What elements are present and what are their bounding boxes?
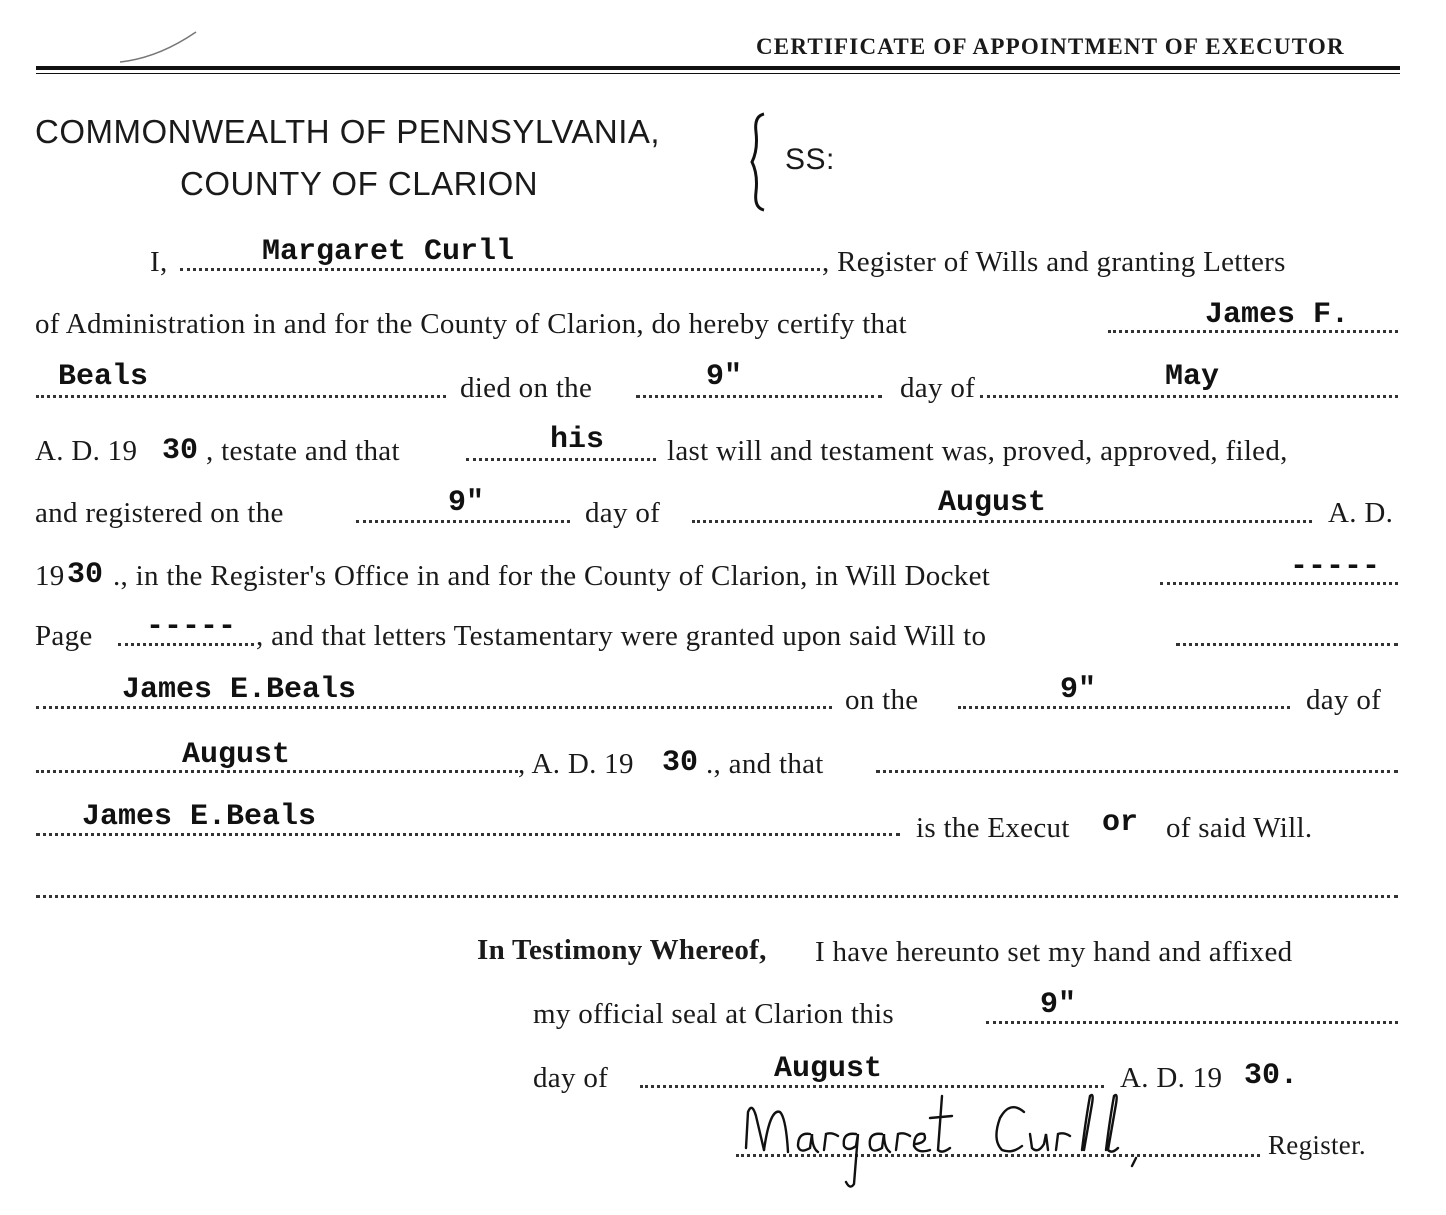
register-signature — [738, 1088, 1278, 1197]
will-docket: ----- — [1290, 550, 1381, 584]
text-is-the-execut: is the Execut — [916, 812, 1070, 844]
seal-year-suffix: 30. — [1244, 1059, 1299, 1093]
text-testate: , testate and that — [206, 435, 400, 467]
executor-suffix: or — [1102, 806, 1139, 840]
death-year-suffix: 30 — [162, 434, 199, 468]
blank-registered-month — [692, 520, 1312, 523]
granted-month: August — [182, 738, 291, 772]
text-register-of-wills: , Register of Wills and granting Letters — [822, 246, 1286, 278]
death-month: May — [1165, 360, 1220, 394]
page-number: ----- — [146, 610, 237, 644]
text-seal-day-of: day of — [533, 1062, 609, 1094]
text-seal: my official seal at Clarion this — [533, 998, 895, 1030]
blank-pronoun — [466, 458, 656, 461]
blank-death-month — [980, 395, 1398, 398]
text-registers-office: ., in the Register's Office in and for the County of Clarion, in Will Docket — [113, 560, 991, 592]
grantee-name: James E.Beals — [122, 673, 357, 707]
granted-day: 9" — [1060, 673, 1097, 707]
blank-registered-day — [356, 520, 570, 523]
text-19-prefix: 19 — [35, 560, 65, 592]
text-registered-on: and registered on the — [35, 497, 284, 529]
testimony-lead: In Testimony Whereof, — [477, 934, 767, 966]
text-died-on-the: died on the — [460, 372, 593, 404]
text-of-administration: of Administration in and for the County of Clarion, do hereby certify that — [35, 308, 907, 340]
blank-decedent-last — [36, 395, 446, 398]
registered-year-suffix: 30 — [67, 558, 104, 592]
blank-death-day — [636, 395, 882, 398]
text-ad-end: A. D. — [1328, 497, 1394, 529]
text-and-that: ., and that — [706, 748, 824, 780]
decedent-last-name: Beals — [58, 360, 149, 394]
text-of-said-will: of said Will. — [1166, 812, 1313, 844]
blank-extra-line — [36, 895, 1398, 898]
venue-commonwealth: COMMONWEALTH OF PENNSYLVANIA, — [35, 113, 661, 150]
text-last-will: last will and testament was, proved, approved, filed, — [667, 435, 1288, 467]
blank-and-that-tail — [876, 770, 1398, 773]
seal-month: August — [774, 1052, 883, 1086]
text-ad-1930: , A. D. 19 — [518, 748, 634, 780]
text-day-of-3: day of — [1306, 684, 1382, 716]
register-name: Margaret Curll — [262, 235, 515, 269]
registered-day: 9" — [448, 486, 485, 520]
corner-pencil-mark — [118, 28, 198, 73]
granted-year-suffix: 30 — [662, 746, 699, 780]
registered-month: August — [938, 486, 1047, 520]
text-ad-19: A. D. 19 — [35, 435, 138, 467]
venue-county: COUNTY OF CLARION — [180, 165, 539, 202]
executor-name: James E.Beals — [82, 800, 317, 834]
text-day-of-2: day of — [585, 497, 661, 529]
header-rule-thin — [36, 73, 1400, 74]
blank-granted-day — [958, 706, 1290, 709]
death-day: 9" — [706, 360, 743, 394]
text-i: I, — [150, 246, 168, 278]
venue-brace — [748, 112, 772, 217]
header-rule-thick — [36, 66, 1400, 70]
blank-letters-tail — [1176, 643, 1398, 646]
text-on-the: on the — [845, 684, 919, 716]
text-page: Page — [35, 620, 93, 652]
seal-day: 9" — [1040, 988, 1077, 1022]
venue-ss: SS: — [785, 143, 835, 176]
pronoun: his — [550, 423, 605, 457]
text-register: Register. — [1268, 1130, 1366, 1160]
text-day-of: day of — [900, 372, 976, 404]
decedent-first-name: James F. — [1205, 298, 1350, 332]
form-title: CERTIFICATE OF APPOINTMENT OF EXECUTOR — [756, 34, 1345, 59]
text-letters: , and that letters Testamentary were granted upon said Will to — [256, 620, 987, 652]
text-seal-ad-19: A. D. 19 — [1120, 1062, 1223, 1094]
testimony-rest: I have hereunto set my hand and affixed — [815, 936, 1293, 968]
